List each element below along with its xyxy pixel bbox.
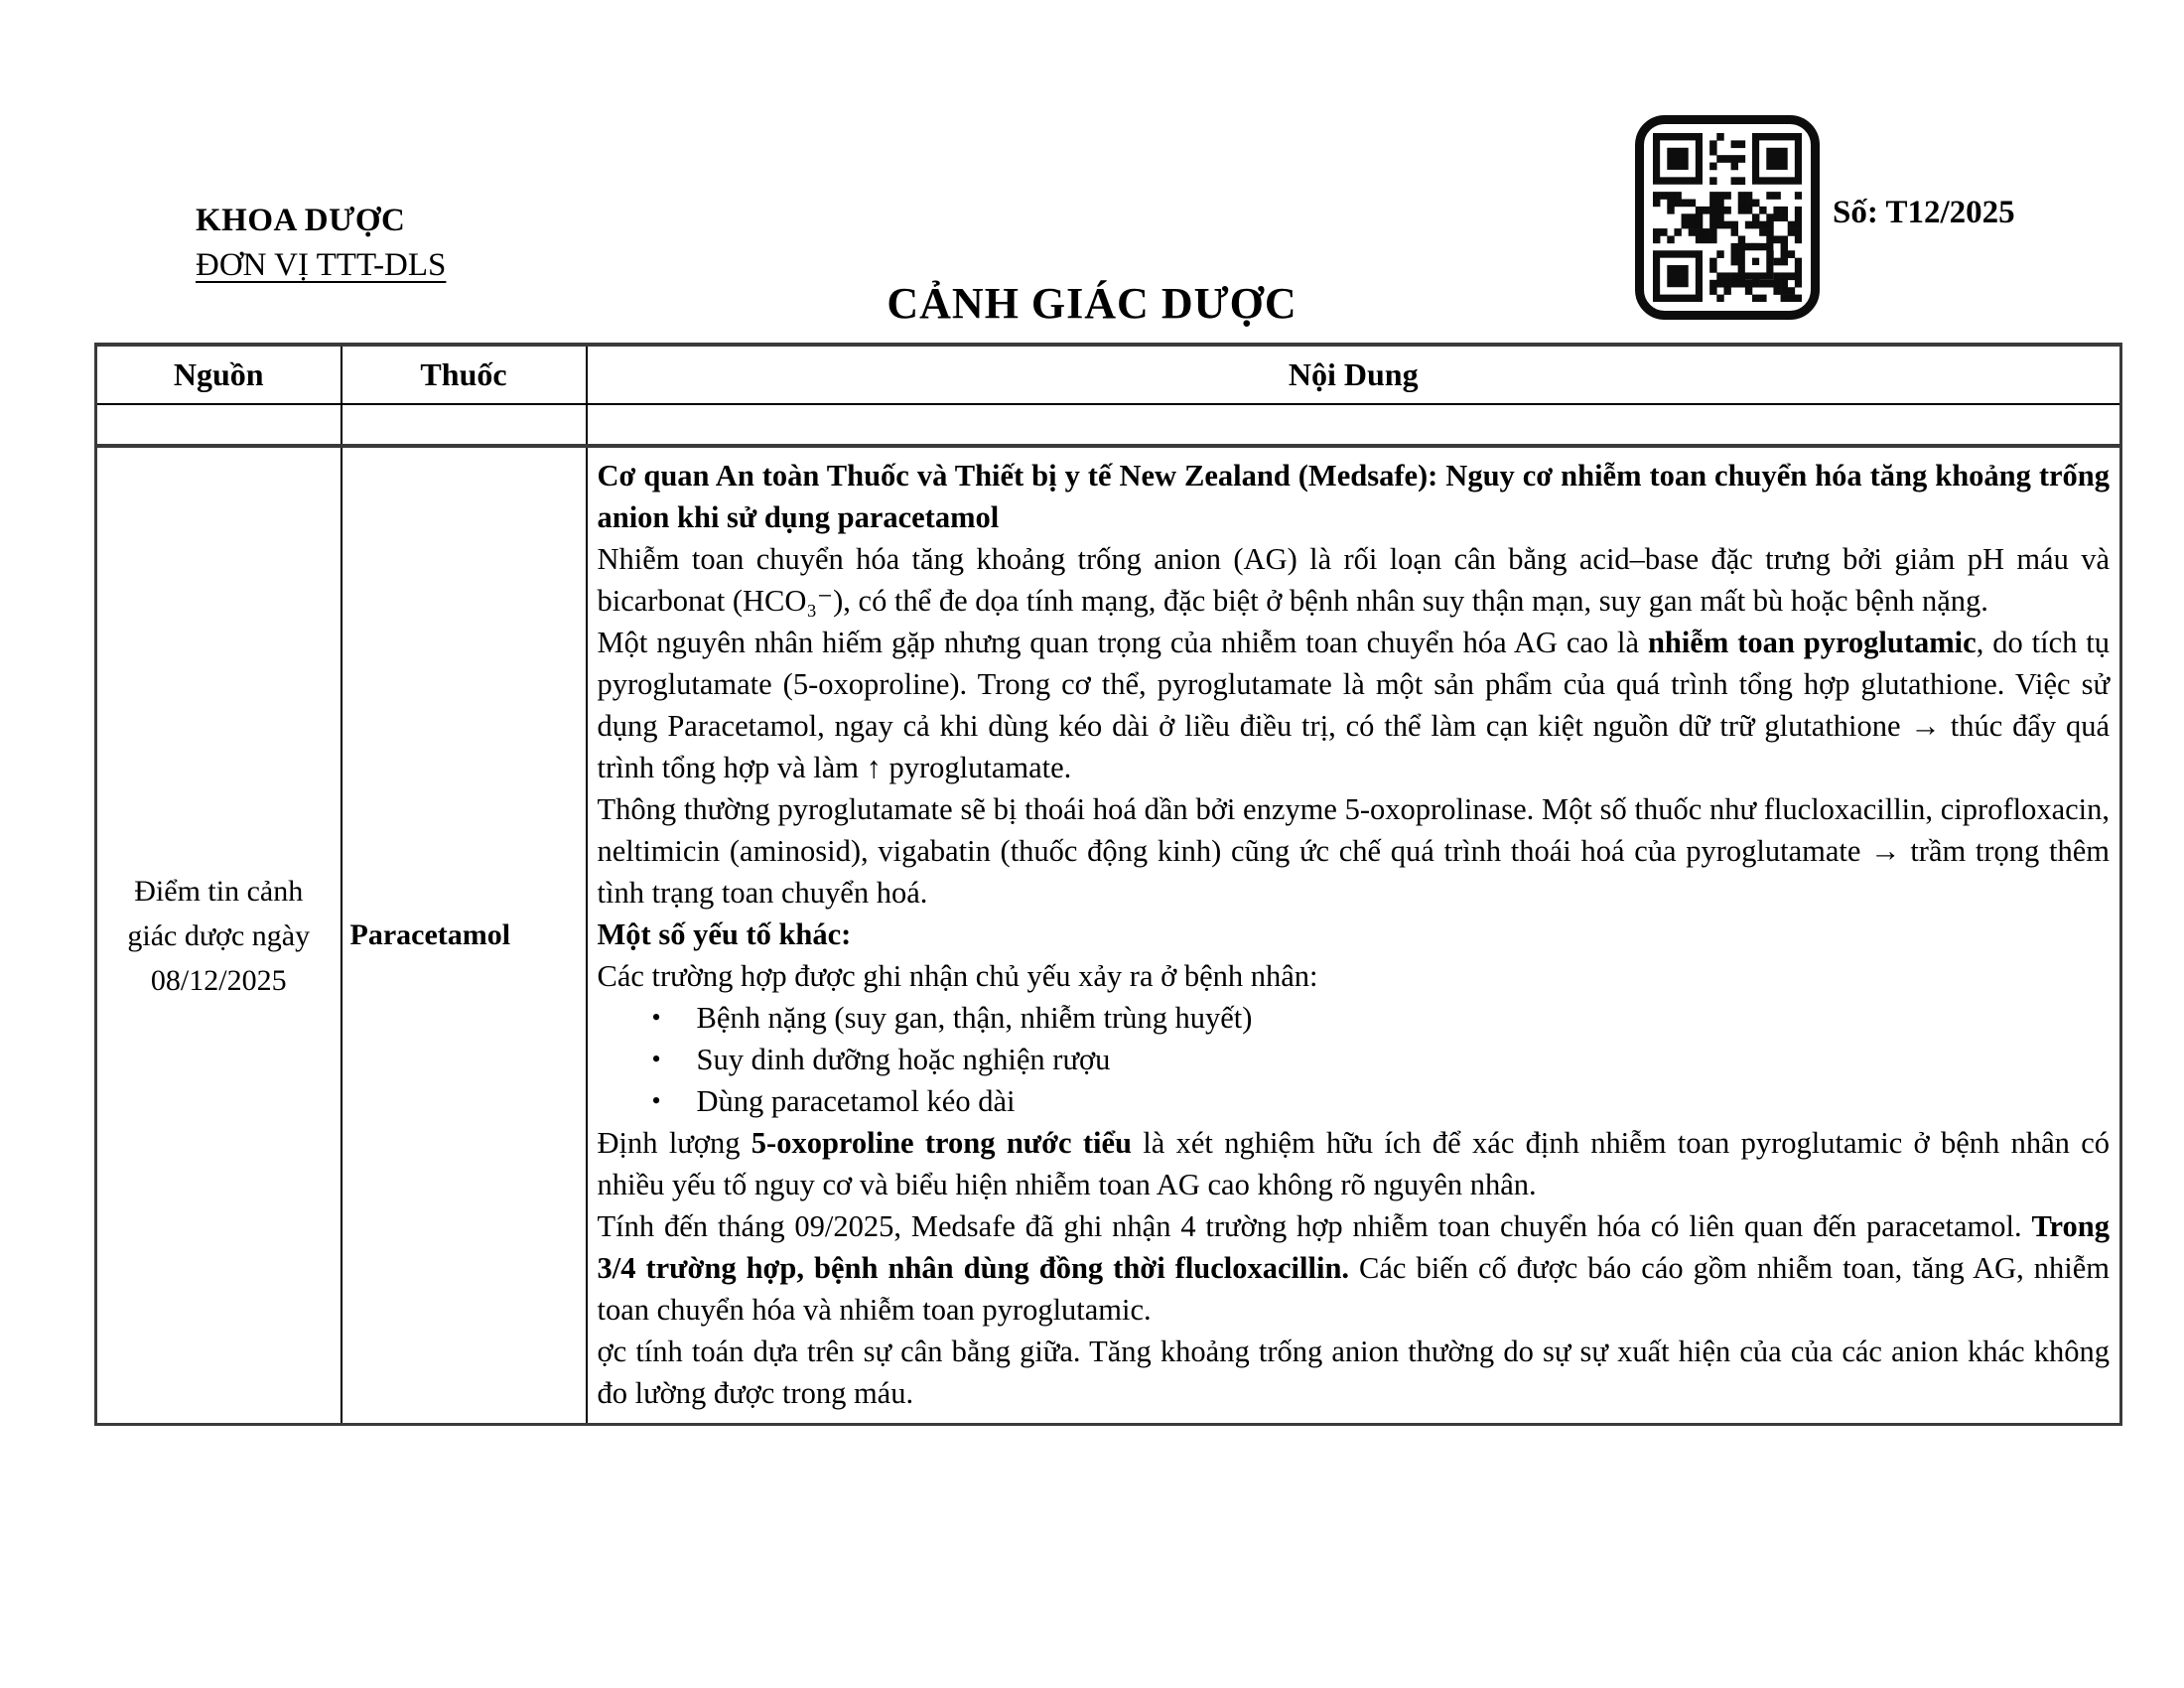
department-name: KHOA DƯỢC bbox=[196, 203, 406, 238]
source-cell: Điểm tin cảnh giác dược ngày 08/12/2025 bbox=[96, 446, 341, 1425]
header-drug: Thuốc bbox=[341, 345, 587, 404]
organization-block bbox=[196, 199, 446, 288]
content-cell bbox=[587, 446, 2121, 1425]
document-number: Số: T12/2025 bbox=[1833, 195, 2015, 230]
table-row bbox=[96, 446, 2121, 1425]
bullet-marker: • bbox=[651, 1003, 661, 1032]
content-paragraph: Các trường hợp được ghi nhận chủ yếu xảy ra ở bệnh nhân: bbox=[597, 959, 1318, 993]
content-paragraph: Một số yếu tố khác: bbox=[597, 917, 852, 951]
table-header-row bbox=[96, 345, 2121, 404]
content-paragraph: Thông thường pyroglutamate sẽ bị thoái hoá dần bởi enzyme 5-oxoprolinase. Một số thuốc như flucloxacillin, ciprofloxacin, neltimicin (aminosid), vigabatin (thuốc động kinh) cũng ức chế quá trình thoái hoá của pyroglutamate → trầm trọng thêm tình trạng toan chuyển hoá. bbox=[597, 792, 2110, 910]
empty-cell bbox=[587, 404, 2121, 446]
content-paragraph: Tính đến tháng 09/2025, Medsafe đã ghi nhận 4 trường hợp nhiễm toan chuyển hóa có liên quan đến paracetamol. Trong 3/4 trường hợp, bệnh nhân dùng đồng thời flucloxacillin. Các biến cố được báo cáo gồm nhiễm toan, tăng AG, nhiễm toan chuyển hóa và nhiễm toan pyroglutamic. bbox=[597, 1209, 2110, 1327]
content-paragraph: Nhiễm toan chuyển hóa tăng khoảng trống anion (AG) là rối loạn cân bằng acid–base đặc trưng bởi giảm pH máu và bicarbonat (HCO₃⁻), có thể đe dọa tính mạng, đặc biệt ở bệnh nhân suy thận mạn, suy gan mất bù hoặc bệnh nặng. bbox=[597, 542, 2110, 618]
bullet-marker: • bbox=[651, 1086, 661, 1115]
content-paragraph: ợc tính toán dựa trên sự cân bằng giữa. Tăng khoảng trống anion thường do sự sự xuất hiện của của các anion khác không đo lường được trong máu. bbox=[597, 1335, 2110, 1410]
pharmacovigilance-table bbox=[94, 343, 2122, 1426]
content-bullet-item: • Bệnh nặng (suy gan, thận, nhiễm trùng huyết) bbox=[598, 997, 2111, 1039]
content-bullet-item: • Suy dinh dưỡng hoặc nghiện rượu bbox=[598, 1039, 2111, 1080]
content-paragraph: Một nguyên nhân hiếm gặp nhưng quan trọng của nhiễm toan chuyển hóa AG cao là nhiễm toan pyroglutamic, do tích tụ pyroglutamate (5-oxoproline). Trong cơ thể, pyroglutamate là một sản phẩm của quá trình tổng hợp glutathione. Việc sử dụng Paracetamol, ngay cả khi dùng kéo dài ở liều điều trị, có thể làm cạn kiệt nguồn dữ trữ glutathione → thúc đẩy quá trình tổng hợp và làm ↑ pyroglutamate. bbox=[597, 626, 2110, 784]
qr-code-pattern bbox=[1653, 133, 1802, 302]
empty-row bbox=[96, 404, 2121, 446]
empty-cell bbox=[96, 404, 341, 446]
header-source: Nguồn bbox=[96, 345, 341, 404]
empty-cell bbox=[341, 404, 587, 446]
content-paragraph: Cơ quan An toàn Thuốc và Thiết bị y tế New Zealand (Medsafe): Nguy cơ nhiễm toan chuyển hóa tăng khoảng trống anion khi sử dụng paracetamol bbox=[597, 459, 2110, 534]
bullet-marker: • bbox=[651, 1045, 661, 1073]
header-content: Nội Dung bbox=[587, 345, 2121, 404]
page-title: CẢNH GIÁC DƯỢC bbox=[887, 279, 1297, 328]
content-paragraph: Định lượng 5-oxoproline trong nước tiểu là xét nghiệm hữu ích để xác định nhiễm toan pyroglutamic ở bệnh nhân có nhiều yếu tố nguy cơ và biểu hiện nhiễm toan AG cao không rõ nguyên nhân. bbox=[597, 1126, 2110, 1201]
drug-cell: Paracetamol bbox=[341, 446, 587, 1425]
unit-name: ĐƠN VỊ TTT-DLS bbox=[196, 247, 447, 283]
content-bullet-item: • Dùng paracetamol kéo dài bbox=[598, 1080, 2111, 1122]
